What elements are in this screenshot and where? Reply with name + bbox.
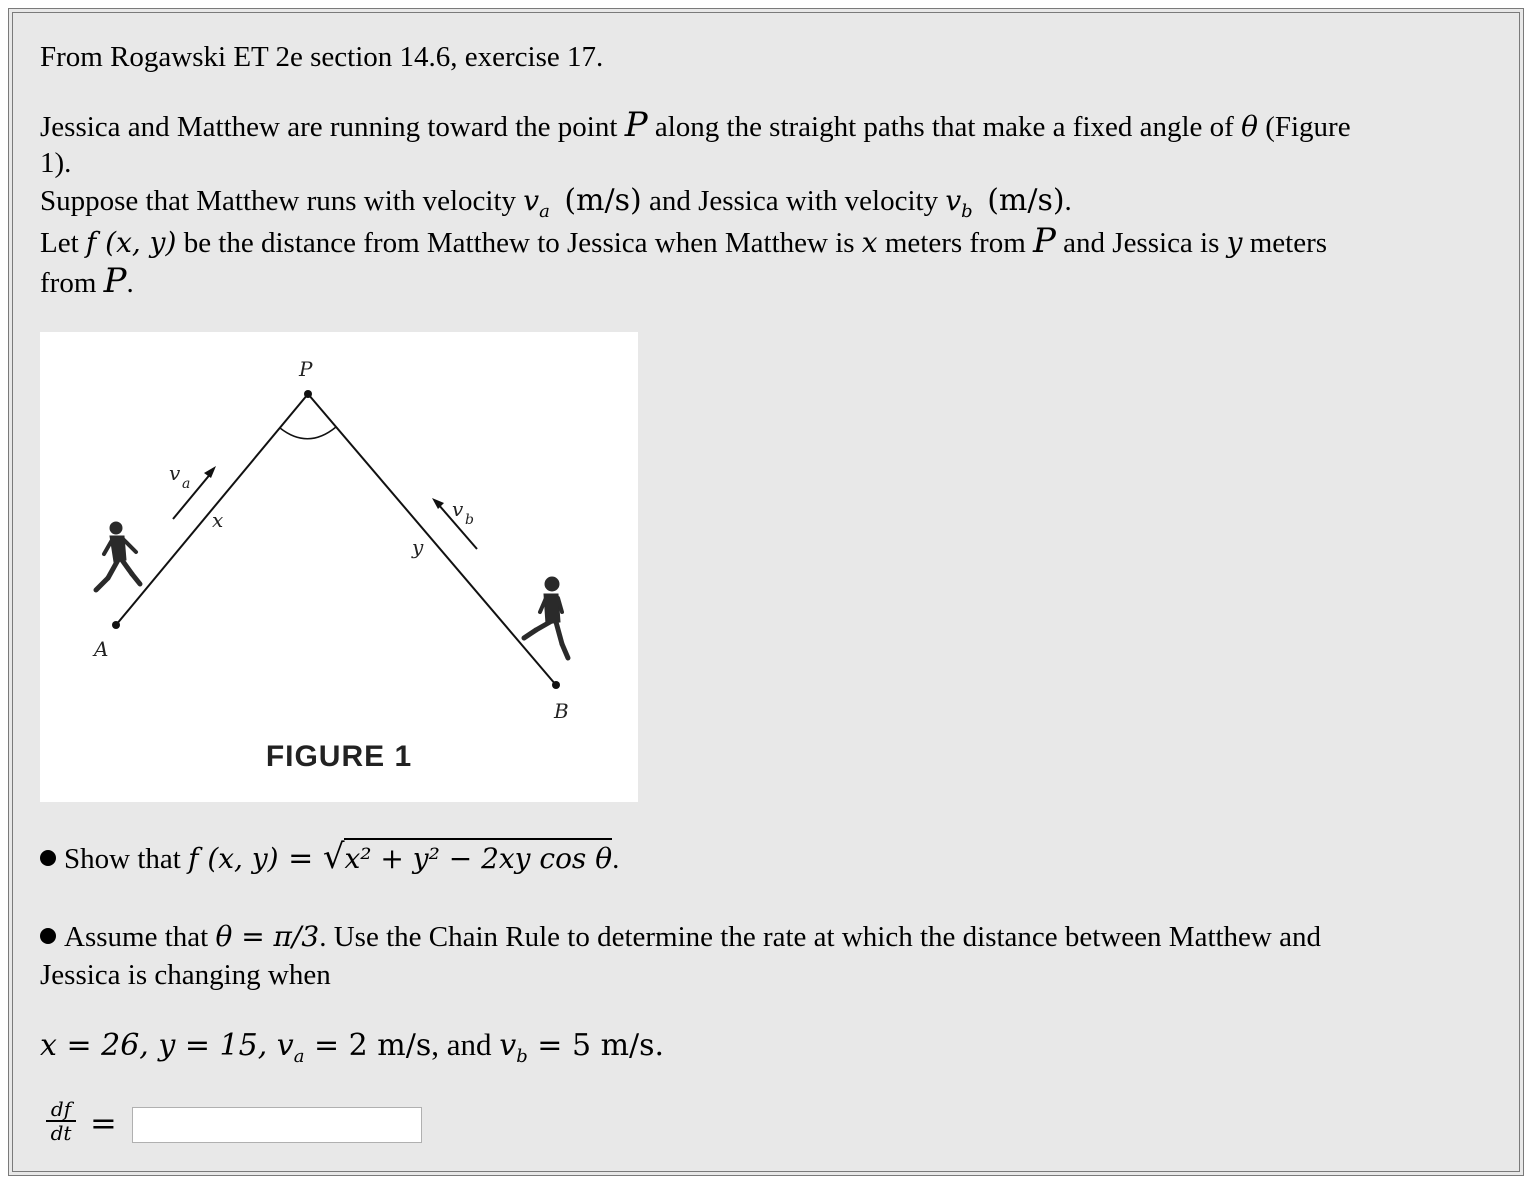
answer-equals: =	[90, 1104, 117, 1142]
text: Jessica and Matthew are running toward the point	[40, 111, 625, 143]
angle-arc	[280, 427, 336, 439]
text: . Use the Chain Rule to determine the rate at which the distance between Matthew and	[319, 921, 1321, 953]
formula-theta: θ = π/3	[215, 920, 320, 953]
subscript-a: a	[293, 1046, 305, 1068]
symbol-P: P	[103, 261, 127, 301]
text: and Jessica is	[1055, 227, 1227, 259]
subscript-b: b	[516, 1046, 528, 1068]
text: Suppose that Matthew runs with velocity	[40, 185, 524, 217]
symbol-vb: v	[945, 184, 962, 217]
equals: =	[278, 841, 323, 876]
label-A: A	[94, 637, 109, 661]
derivative-num: df	[46, 1098, 76, 1122]
sqrt-sign: √	[322, 837, 345, 877]
figure-diagram	[40, 332, 638, 802]
text: and Jessica with velocity	[641, 185, 946, 217]
problem-line-5: from P.	[40, 261, 134, 301]
text: , and	[431, 1027, 500, 1062]
text: from	[40, 267, 104, 299]
values-vb: v	[499, 1028, 517, 1063]
symbol-fxy: f (x, y)	[85, 226, 177, 259]
point-P	[304, 390, 312, 398]
text: Let	[40, 227, 86, 259]
text: (Figure	[1257, 111, 1351, 143]
symbol-va: v	[523, 184, 540, 217]
bullet-dot	[40, 928, 56, 944]
unit: (m/s)	[987, 183, 1065, 218]
bullet-2-line-2	[40, 956, 331, 994]
values-va-val: = 2 m/s	[304, 1028, 432, 1063]
text: 1).	[40, 147, 72, 179]
problem-line-1	[40, 106, 1351, 146]
bullet-dot	[40, 850, 56, 866]
values-xyva: x = 26, y = 15, v	[40, 1028, 294, 1063]
label-v: v	[169, 461, 181, 485]
label-v: v	[452, 497, 464, 521]
given-values	[40, 1026, 664, 1076]
figure-1	[40, 332, 638, 802]
formula-lhs: f (x, y)	[188, 842, 279, 875]
point-B	[552, 681, 560, 689]
formula-radicand: x² + y² − 2xy cos θ	[344, 838, 612, 875]
text: Jessica is changing when	[40, 959, 331, 991]
text: meters	[1242, 227, 1328, 259]
text: be the distance from Matthew to Jessica when Matthew is	[176, 227, 862, 259]
label-P: P	[299, 357, 313, 381]
bullet-2	[40, 918, 1321, 956]
symbol-x: x	[861, 226, 878, 259]
runner-matthew	[96, 522, 140, 590]
subscript-b: b	[961, 200, 973, 222]
problem-line-4	[40, 222, 1327, 262]
bullet-1	[40, 838, 619, 878]
values-vb-val: = 5 m/s.	[527, 1028, 665, 1063]
source-line	[40, 38, 603, 76]
point-A	[112, 621, 120, 629]
source-text: From Rogawski ET 2e section 14.6, exercise 17.	[40, 41, 604, 73]
text: meters from	[877, 227, 1034, 259]
problem-line-2	[40, 144, 71, 182]
label-a: a	[182, 476, 191, 492]
text: along the straight paths that make a fixed angle of	[647, 111, 1242, 143]
answer-input[interactable]	[132, 1107, 422, 1143]
symbol-y: y	[1226, 226, 1243, 259]
derivative-den: dt	[50, 1121, 72, 1145]
figure-caption: FIGURE 1	[265, 740, 413, 773]
text: .	[612, 843, 620, 875]
symbol-theta: θ	[1241, 110, 1258, 143]
label-x: x	[212, 508, 224, 532]
label-b: b	[465, 512, 474, 528]
unit: (m/s)	[564, 183, 642, 218]
symbol-P: P	[624, 105, 648, 145]
derivative-label	[46, 1098, 76, 1144]
text: Assume that	[64, 921, 216, 953]
path-b	[308, 394, 556, 685]
label-B: B	[554, 699, 569, 723]
subscript-a: a	[539, 200, 550, 222]
text: Show that	[64, 843, 189, 875]
problem-line-3: Suppose that Matthew runs with velocity $v_a$ (m/s) and Jessica with velocity $v_b$ (m/s).	[40, 183, 1072, 222]
label-y: y	[412, 535, 424, 559]
runner-jessica	[524, 577, 568, 658]
arrow-va-head	[204, 466, 216, 478]
symbol-P: P	[1033, 221, 1056, 261]
